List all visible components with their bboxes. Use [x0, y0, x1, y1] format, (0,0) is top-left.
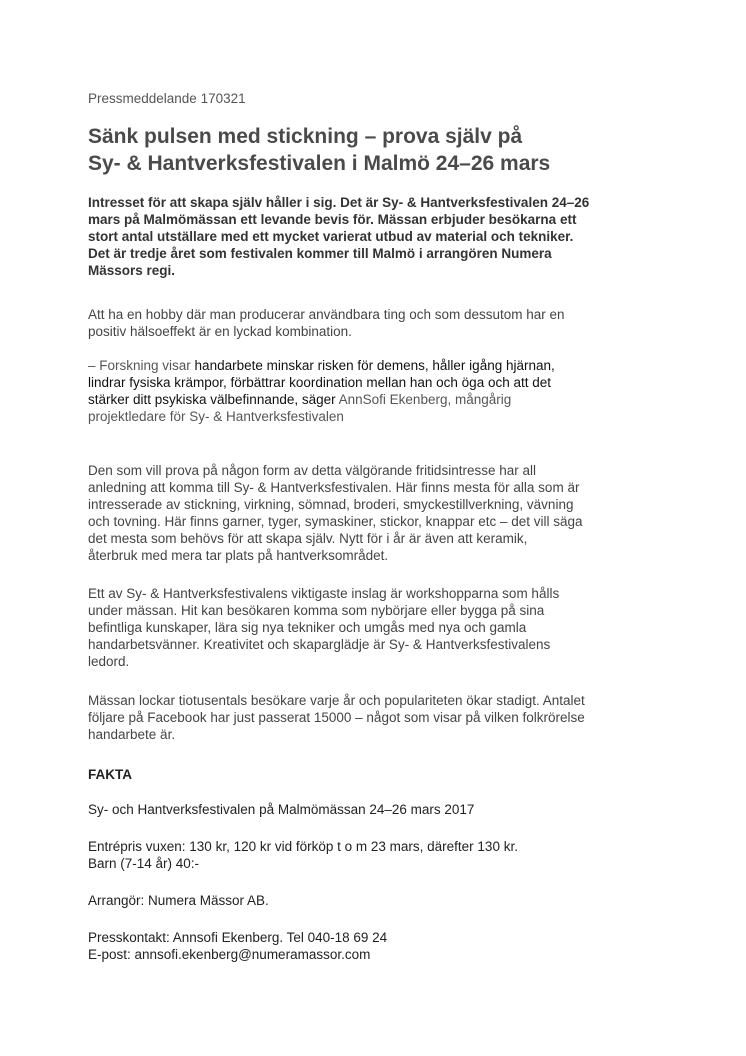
- lead-line: Det är tredje året som festivalen kommer till Malmö i arrangören Numera: [88, 246, 552, 261]
- body-line: befintliga kunskaper, lära sig nya tekniker och umgås med nya och gamla: [88, 620, 527, 635]
- fakta-heading: FAKTA: [88, 767, 132, 782]
- quote-block: [88, 357, 555, 425]
- body-line: ledord.: [88, 654, 130, 669]
- body-line: handarbetsvänner. Kreativitet och skaparglädje är Sy- & Hantverksfestivalens: [88, 637, 551, 652]
- body-paragraph: [88, 692, 585, 743]
- intro-line: Att ha en hobby där man producerar användbara ting och som dessutom har en: [88, 307, 565, 322]
- lead-line: stort antal utställare med ett mycket varierat utbud av material och tekniker.: [88, 229, 574, 244]
- dateline: Pressmeddelande 170321: [88, 91, 246, 106]
- email-link[interactable]: E-post: annsofi.ekenberg@numeramassor.com: [88, 947, 371, 962]
- headline-line: Sänk pulsen med stickning – prova själv på: [88, 125, 523, 148]
- fakta-prices: [88, 838, 518, 872]
- fakta-contact: [88, 929, 387, 963]
- body-paragraph: [88, 585, 559, 670]
- body-line: Mässan lockar tiotusentals besökare varje år och populariteten ökar stadigt. Antalet: [88, 693, 585, 708]
- intro-line: positiv hälsoeffekt är en lyckad kombination.: [88, 324, 352, 339]
- fakta-organizer: [88, 892, 269, 909]
- body-line: under mässan. Hit kan besökaren komma som nybörjare eller bygga på sina: [88, 603, 545, 618]
- quote-dash: – Forskning visar: [88, 358, 195, 373]
- body-line: anledning att komma till Sy- & Hantverksfestivalen. Här finns mesta för alla som är: [88, 480, 580, 495]
- body-line: Den som vill prova på någon form av detta välgörande fritidsintresse har all: [88, 463, 536, 478]
- headline: [88, 123, 550, 177]
- quote-attribution: AnnSofi Ekenberg, mångårig: [338, 392, 512, 407]
- quote-line: [88, 357, 555, 374]
- lead-line: mars på Malmömässan ett levande bevis för. Mässan erbjuder besökarna ett: [88, 212, 577, 227]
- headline-line: Sy- & Hantverksfestivalen i Malmö 24–26 mars: [88, 152, 551, 175]
- quote-text: stärker ditt psykiska välbefinnande, säger: [88, 392, 339, 407]
- lead-paragraph: [88, 194, 668, 279]
- fakta-event: [88, 801, 474, 818]
- quote-line: [88, 391, 555, 408]
- quote-text: handarbete minskar risken för demens, håller igång hjärnan,: [194, 358, 555, 373]
- fakta-line: Barn (7-14 år) 40:-: [88, 856, 200, 871]
- press-contact: Presskontakt: Annsofi Ekenberg. Tel 040-18 69 24: [88, 930, 388, 945]
- fakta-line: Arrangör: Numera Mässor AB.: [88, 893, 269, 908]
- quote-line: lindrar fysiska krämpor, förbättrar koordination mellan han och öga och att det: [88, 375, 551, 390]
- fakta-line: Sy- och Hantverksfestivalen på Malmömässan 24–26 mars 2017: [88, 802, 475, 817]
- body-line: handarbete är.: [88, 727, 176, 742]
- body-line: återbruk med mera tar plats på hantverksområdet.: [88, 548, 389, 563]
- fakta-line: Entrépris vuxen: 130 kr, 120 kr vid förköp t o m 23 mars, därefter 130 kr.: [88, 839, 518, 854]
- body-line: intresserade av stickning, virkning, sömnad, broderi, smyckestillverkning, vävning: [88, 497, 574, 512]
- body-paragraph: [88, 462, 583, 564]
- body-line: och tovning. Här finns garner, tyger, symaskiner, stickor, knappar etc – det vill säga: [88, 514, 583, 529]
- body-line: Ett av Sy- & Hantverksfestivalens viktigaste inslag är workshopparna som hålls: [88, 586, 560, 601]
- body-line: det mesta som behövs för att skapa själv. Nytt för i år är även att keramik,: [88, 531, 528, 546]
- quote-line: projektledare för Sy- & Hantverksfestivalen: [88, 409, 344, 424]
- lead-line: Intresset för att skapa själv håller i sig. Det är Sy- & Hantverksfestivalen 24–26: [88, 195, 590, 210]
- body-line: följare på Facebook har just passerat 15000 – något som visar på vilken folkrörelse: [88, 710, 585, 725]
- intro-paragraph: [88, 306, 565, 340]
- lead-line: Mässors regi.: [88, 263, 176, 278]
